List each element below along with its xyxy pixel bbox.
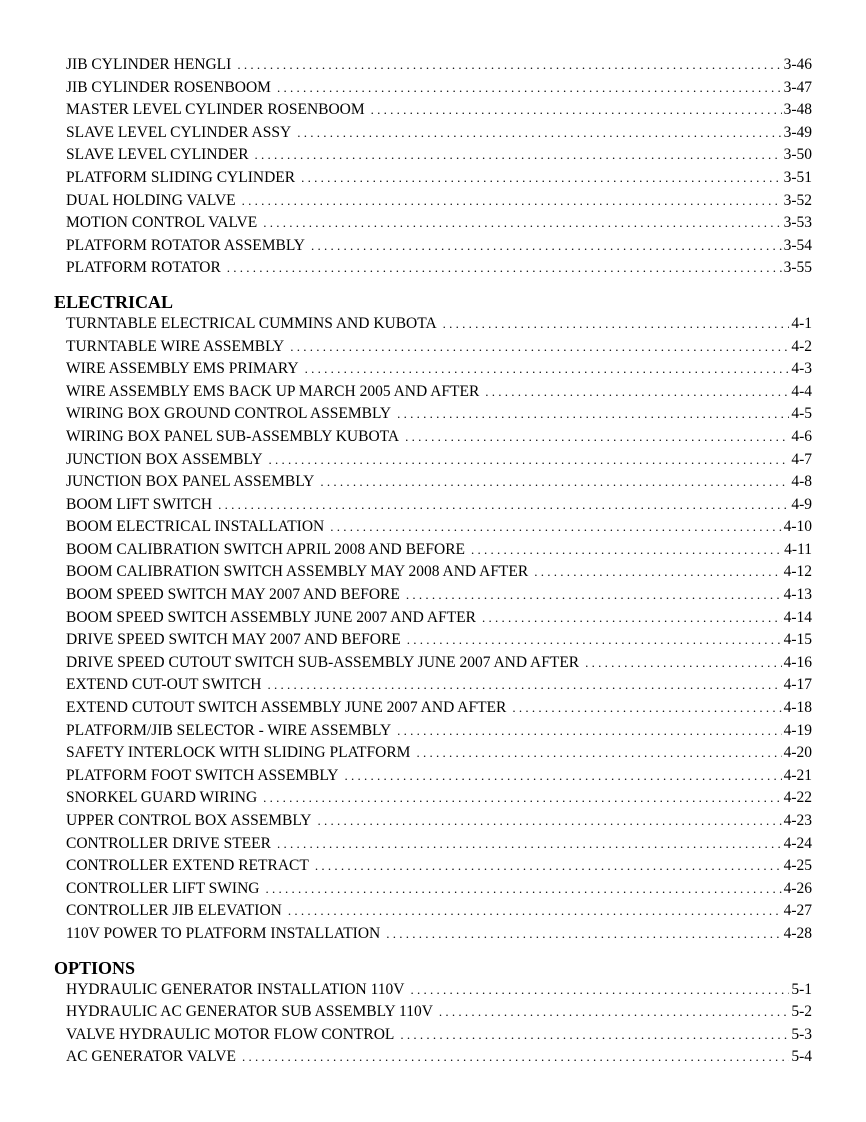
dot-leader xyxy=(263,787,781,810)
toc-entry-title: EXTEND CUT-OUT SWITCH xyxy=(66,676,262,694)
toc-entry-page-number: 3-52 xyxy=(783,191,812,209)
toc-entry[interactable] xyxy=(54,878,812,901)
dot-leader xyxy=(263,212,781,235)
toc-entry-title: HYDRAULIC GENERATOR INSTALLATION 110V xyxy=(66,980,405,998)
toc-entry-title: CONTROLLER DRIVE STEER xyxy=(66,834,271,852)
dot-leader xyxy=(277,77,782,100)
toc-entry-title: EXTEND CUTOUT SWITCH ASSEMBLY JUNE 2007 AND AFTER xyxy=(66,699,507,717)
options-list xyxy=(54,979,812,1069)
toc-entry[interactable] xyxy=(54,381,812,404)
toc-entry[interactable] xyxy=(54,403,812,426)
toc-entry-title: 110V POWER TO PLATFORM INSTALLATION xyxy=(66,924,381,942)
toc-entry[interactable] xyxy=(54,313,812,336)
toc-entry-title: HYDRAULIC AC GENERATOR SUB ASSEMBLY 110V xyxy=(66,1003,433,1021)
toc-entry-page-number: 3-51 xyxy=(783,168,812,186)
toc-entry-page-number: 3-54 xyxy=(783,236,812,254)
toc-entry[interactable] xyxy=(54,449,812,472)
toc-entry[interactable] xyxy=(54,77,812,100)
toc-entry-title: SNORKEL GUARD WIRING xyxy=(66,789,258,807)
toc-entry[interactable] xyxy=(54,257,812,280)
toc-entry-title: PLATFORM SLIDING CYLINDER xyxy=(66,168,296,186)
dot-leader xyxy=(237,54,781,77)
dot-leader xyxy=(534,561,781,584)
toc-entry-title: SLAVE LEVEL CYLINDER xyxy=(66,146,249,164)
toc-entry-page-number: 4-12 xyxy=(783,563,812,581)
dot-leader xyxy=(320,471,789,494)
toc-entry-title: PLATFORM/JIB SELECTOR - WIRE ASSEMBLY xyxy=(66,721,392,739)
dot-leader xyxy=(585,652,781,675)
toc-entry[interactable] xyxy=(54,561,812,584)
toc-entry-page-number: 3-49 xyxy=(783,123,812,141)
toc-entry-title: MASTER LEVEL CYLINDER ROSENBOOM xyxy=(66,101,365,119)
toc-entry[interactable] xyxy=(54,99,812,122)
toc-entry-page-number: 4-3 xyxy=(791,360,812,378)
toc-entry[interactable] xyxy=(54,810,812,833)
toc-entry-page-number: 3-53 xyxy=(783,214,812,232)
dot-leader xyxy=(416,742,781,765)
toc-entry-page-number: 4-5 xyxy=(791,405,812,423)
toc-entry-title: DRIVE SPEED SWITCH MAY 2007 AND BEFORE xyxy=(66,631,401,649)
dot-leader xyxy=(269,449,790,472)
dot-leader xyxy=(318,810,782,833)
toc-entry-title: WIRING BOX GROUND CONTROL ASSEMBLY xyxy=(66,405,392,423)
dot-leader xyxy=(311,235,782,258)
toc-entry-title: BOOM SPEED SWITCH ASSEMBLY JUNE 2007 AND AFTER xyxy=(66,608,476,626)
toc-entry-page-number: 4-28 xyxy=(783,924,812,942)
toc-entry-page-number: 4-15 xyxy=(783,631,812,649)
toc-entry-page-number: 4-20 xyxy=(783,744,812,762)
toc-entry[interactable] xyxy=(54,629,812,652)
toc-entry-page-number: 4-8 xyxy=(791,473,812,491)
dot-leader xyxy=(290,336,789,359)
dot-leader xyxy=(405,426,789,449)
toc-entry[interactable] xyxy=(54,212,812,235)
toc-entry-page-number: 4-18 xyxy=(783,699,812,717)
toc-entry[interactable] xyxy=(54,336,812,359)
dot-leader xyxy=(410,979,789,1002)
dot-leader xyxy=(397,720,781,743)
toc-entry-page-number: 4-11 xyxy=(784,540,812,558)
toc-entry-title: CONTROLLER LIFT SWING xyxy=(66,879,260,897)
toc-entry[interactable] xyxy=(54,979,812,1002)
dot-leader xyxy=(482,607,782,630)
toc-entry-title: PLATFORM ROTATOR xyxy=(66,259,221,277)
toc-entry[interactable] xyxy=(54,1001,812,1024)
toc-entry-title: CONTROLLER EXTEND RETRACT xyxy=(66,857,309,875)
toc-entry[interactable] xyxy=(54,674,812,697)
toc-entry[interactable] xyxy=(54,1024,812,1047)
dot-leader xyxy=(315,855,782,878)
dot-leader xyxy=(305,358,790,381)
section-heading-electrical: ELECTRICAL xyxy=(54,291,174,312)
toc-entry[interactable] xyxy=(54,742,812,765)
toc-entry[interactable] xyxy=(54,652,812,675)
toc-entry[interactable] xyxy=(54,765,812,788)
toc-entry-page-number: 5-2 xyxy=(791,1003,812,1021)
dot-leader xyxy=(330,516,781,539)
toc-entry-page-number: 4-17 xyxy=(783,676,812,694)
toc-entry-title: TURNTABLE WIRE ASSEMBLY xyxy=(66,337,285,355)
toc-entry[interactable] xyxy=(54,787,812,810)
toc-entry-page-number: 4-23 xyxy=(783,812,812,829)
toc-entry-title: BOOM LIFT SWITCH xyxy=(66,495,213,513)
toc-entry[interactable] xyxy=(54,426,812,449)
toc-entry-title: VALVE HYDRAULIC MOTOR FLOW CONTROL xyxy=(66,1025,395,1043)
dot-leader xyxy=(227,257,782,280)
dot-leader xyxy=(443,313,790,336)
toc-entry-title: AC GENERATOR VALVE xyxy=(66,1048,236,1066)
toc-entry[interactable] xyxy=(54,607,812,630)
dot-leader xyxy=(397,403,789,426)
toc-entry-title: CONTROLLER JIB ELEVATION xyxy=(66,902,282,920)
toc-entry[interactable] xyxy=(54,923,812,946)
toc-entry-title: JIB CYLINDER ROSENBOOM xyxy=(66,78,271,96)
dot-leader xyxy=(265,878,781,901)
toc-entry-title: WIRE ASSEMBLY EMS PRIMARY xyxy=(66,360,299,378)
dot-leader xyxy=(407,629,782,652)
toc-entry[interactable] xyxy=(54,833,812,856)
toc-entry-page-number: 4-21 xyxy=(783,766,812,784)
toc-entry-title: BOOM CALIBRATION SWITCH APRIL 2008 AND BEFORE xyxy=(66,540,466,558)
toc-entry-page-number: 5-4 xyxy=(791,1048,812,1066)
toc-entry[interactable] xyxy=(54,494,812,517)
toc-entry[interactable] xyxy=(54,54,812,77)
toc-entry-page-number: 4-13 xyxy=(783,586,812,604)
toc-entry-title: BOOM ELECTRICAL INSTALLATION xyxy=(66,518,325,536)
toc-entry-title: JIB CYLINDER HENGLI xyxy=(66,56,232,73)
electrical-list xyxy=(54,313,812,946)
dot-leader xyxy=(242,1046,789,1069)
toc-entry-page-number: 3-50 xyxy=(783,146,812,164)
toc-entry[interactable] xyxy=(54,190,812,213)
toc-entry[interactable] xyxy=(54,539,812,562)
dot-leader xyxy=(255,144,782,167)
toc-entry-page-number: 4-2 xyxy=(791,337,812,355)
toc-entry-page-number: 4-1 xyxy=(791,314,812,332)
toc-entry-title: SAFETY INTERLOCK WITH SLIDING PLATFORM xyxy=(66,744,411,762)
dot-leader xyxy=(371,99,782,122)
dot-leader xyxy=(277,833,782,856)
toc-entry-page-number: 4-19 xyxy=(783,721,812,739)
toc-entry-page-number: 4-9 xyxy=(791,495,812,513)
toc-entry[interactable] xyxy=(54,516,812,539)
toc-entry-title: MOTION CONTROL VALVE xyxy=(66,214,258,232)
toc-entry-title: PLATFORM FOOT SWITCH ASSEMBLY xyxy=(66,766,339,784)
toc-entry-page-number: 3-47 xyxy=(783,78,812,96)
toc-entry[interactable] xyxy=(54,900,812,923)
toc-entry-title: PLATFORM ROTATOR ASSEMBLY xyxy=(66,236,305,254)
toc-entry-title: DUAL HOLDING VALVE xyxy=(66,191,236,209)
toc-entry-title: SLAVE LEVEL CYLINDER ASSY xyxy=(66,123,292,141)
dot-leader xyxy=(288,900,782,923)
toc-entry[interactable] xyxy=(54,697,812,720)
toc-entry-page-number: 4-7 xyxy=(791,450,812,468)
toc-entry-page-number: 4-6 xyxy=(791,427,812,445)
toc-entry[interactable] xyxy=(54,358,812,381)
toc-entry-page-number: 3-46 xyxy=(783,56,812,73)
toc-entry-title: BOOM SPEED SWITCH MAY 2007 AND BEFORE xyxy=(66,586,400,604)
toc-entry-page-number: 4-27 xyxy=(783,902,812,920)
hydraulic-continued-list xyxy=(54,54,812,280)
toc-entry-page-number: 3-48 xyxy=(783,101,812,119)
toc-entry-page-number: 3-55 xyxy=(783,259,812,277)
toc-entry-title: DRIVE SPEED CUTOUT SWITCH SUB-ASSEMBLY JUNE 2007 AND AFTER xyxy=(66,653,580,671)
toc-entry-page-number: 4-24 xyxy=(783,834,812,852)
dot-leader xyxy=(301,167,782,190)
toc-entry-page-number: 4-16 xyxy=(783,653,812,671)
section-heading-options: OPTIONS xyxy=(54,957,136,978)
toc-entry-page-number: 4-10 xyxy=(783,518,812,536)
dot-leader xyxy=(400,1024,789,1047)
toc-entry-title: JUNCTION BOX ASSEMBLY xyxy=(66,450,263,468)
toc-entry[interactable] xyxy=(54,144,812,167)
toc-entry[interactable] xyxy=(54,584,812,607)
dot-leader xyxy=(406,584,782,607)
toc-entry[interactable] xyxy=(54,235,812,258)
toc-entry-page-number: 4-22 xyxy=(783,789,812,807)
toc-entry-title: WIRING BOX PANEL SUB-ASSEMBLY KUBOTA xyxy=(66,427,400,445)
toc-entry-page-number: 5-1 xyxy=(791,980,812,998)
dot-leader xyxy=(439,1001,789,1024)
toc-entry-page-number: 4-26 xyxy=(783,879,812,897)
dot-leader xyxy=(242,190,782,213)
toc-entry-title: JUNCTION BOX PANEL ASSEMBLY xyxy=(66,473,315,491)
toc-entry[interactable] xyxy=(54,167,812,190)
dot-leader xyxy=(218,494,789,517)
toc-entry-page-number: 5-3 xyxy=(791,1025,812,1043)
table-of-contents xyxy=(54,54,812,1069)
dot-leader xyxy=(297,122,781,145)
toc-entry[interactable] xyxy=(54,122,812,145)
toc-entry-title: BOOM CALIBRATION SWITCH ASSEMBLY MAY 2008 AND AFTER xyxy=(66,563,529,581)
toc-entry-page-number: 4-4 xyxy=(791,382,812,400)
toc-entry-title: WIRE ASSEMBLY EMS BACK UP MARCH 2005 AND AFTER xyxy=(66,382,480,400)
toc-entry-page-number: 4-14 xyxy=(783,608,812,626)
dot-leader xyxy=(512,697,781,720)
dot-leader xyxy=(485,381,789,404)
dot-leader xyxy=(344,765,781,788)
dot-leader xyxy=(386,923,781,946)
toc-entry-page-number: 4-25 xyxy=(783,857,812,875)
toc-entry[interactable] xyxy=(54,720,812,743)
toc-entry[interactable] xyxy=(54,1046,812,1069)
toc-entry[interactable] xyxy=(54,471,812,494)
toc-entry[interactable] xyxy=(54,855,812,878)
dot-leader xyxy=(267,674,781,697)
dot-leader xyxy=(471,539,782,562)
toc-entry-title: UPPER CONTROL BOX ASSEMBLY xyxy=(66,812,312,829)
toc-entry-title: TURNTABLE ELECTRICAL CUMMINS AND KUBOTA xyxy=(66,314,437,332)
